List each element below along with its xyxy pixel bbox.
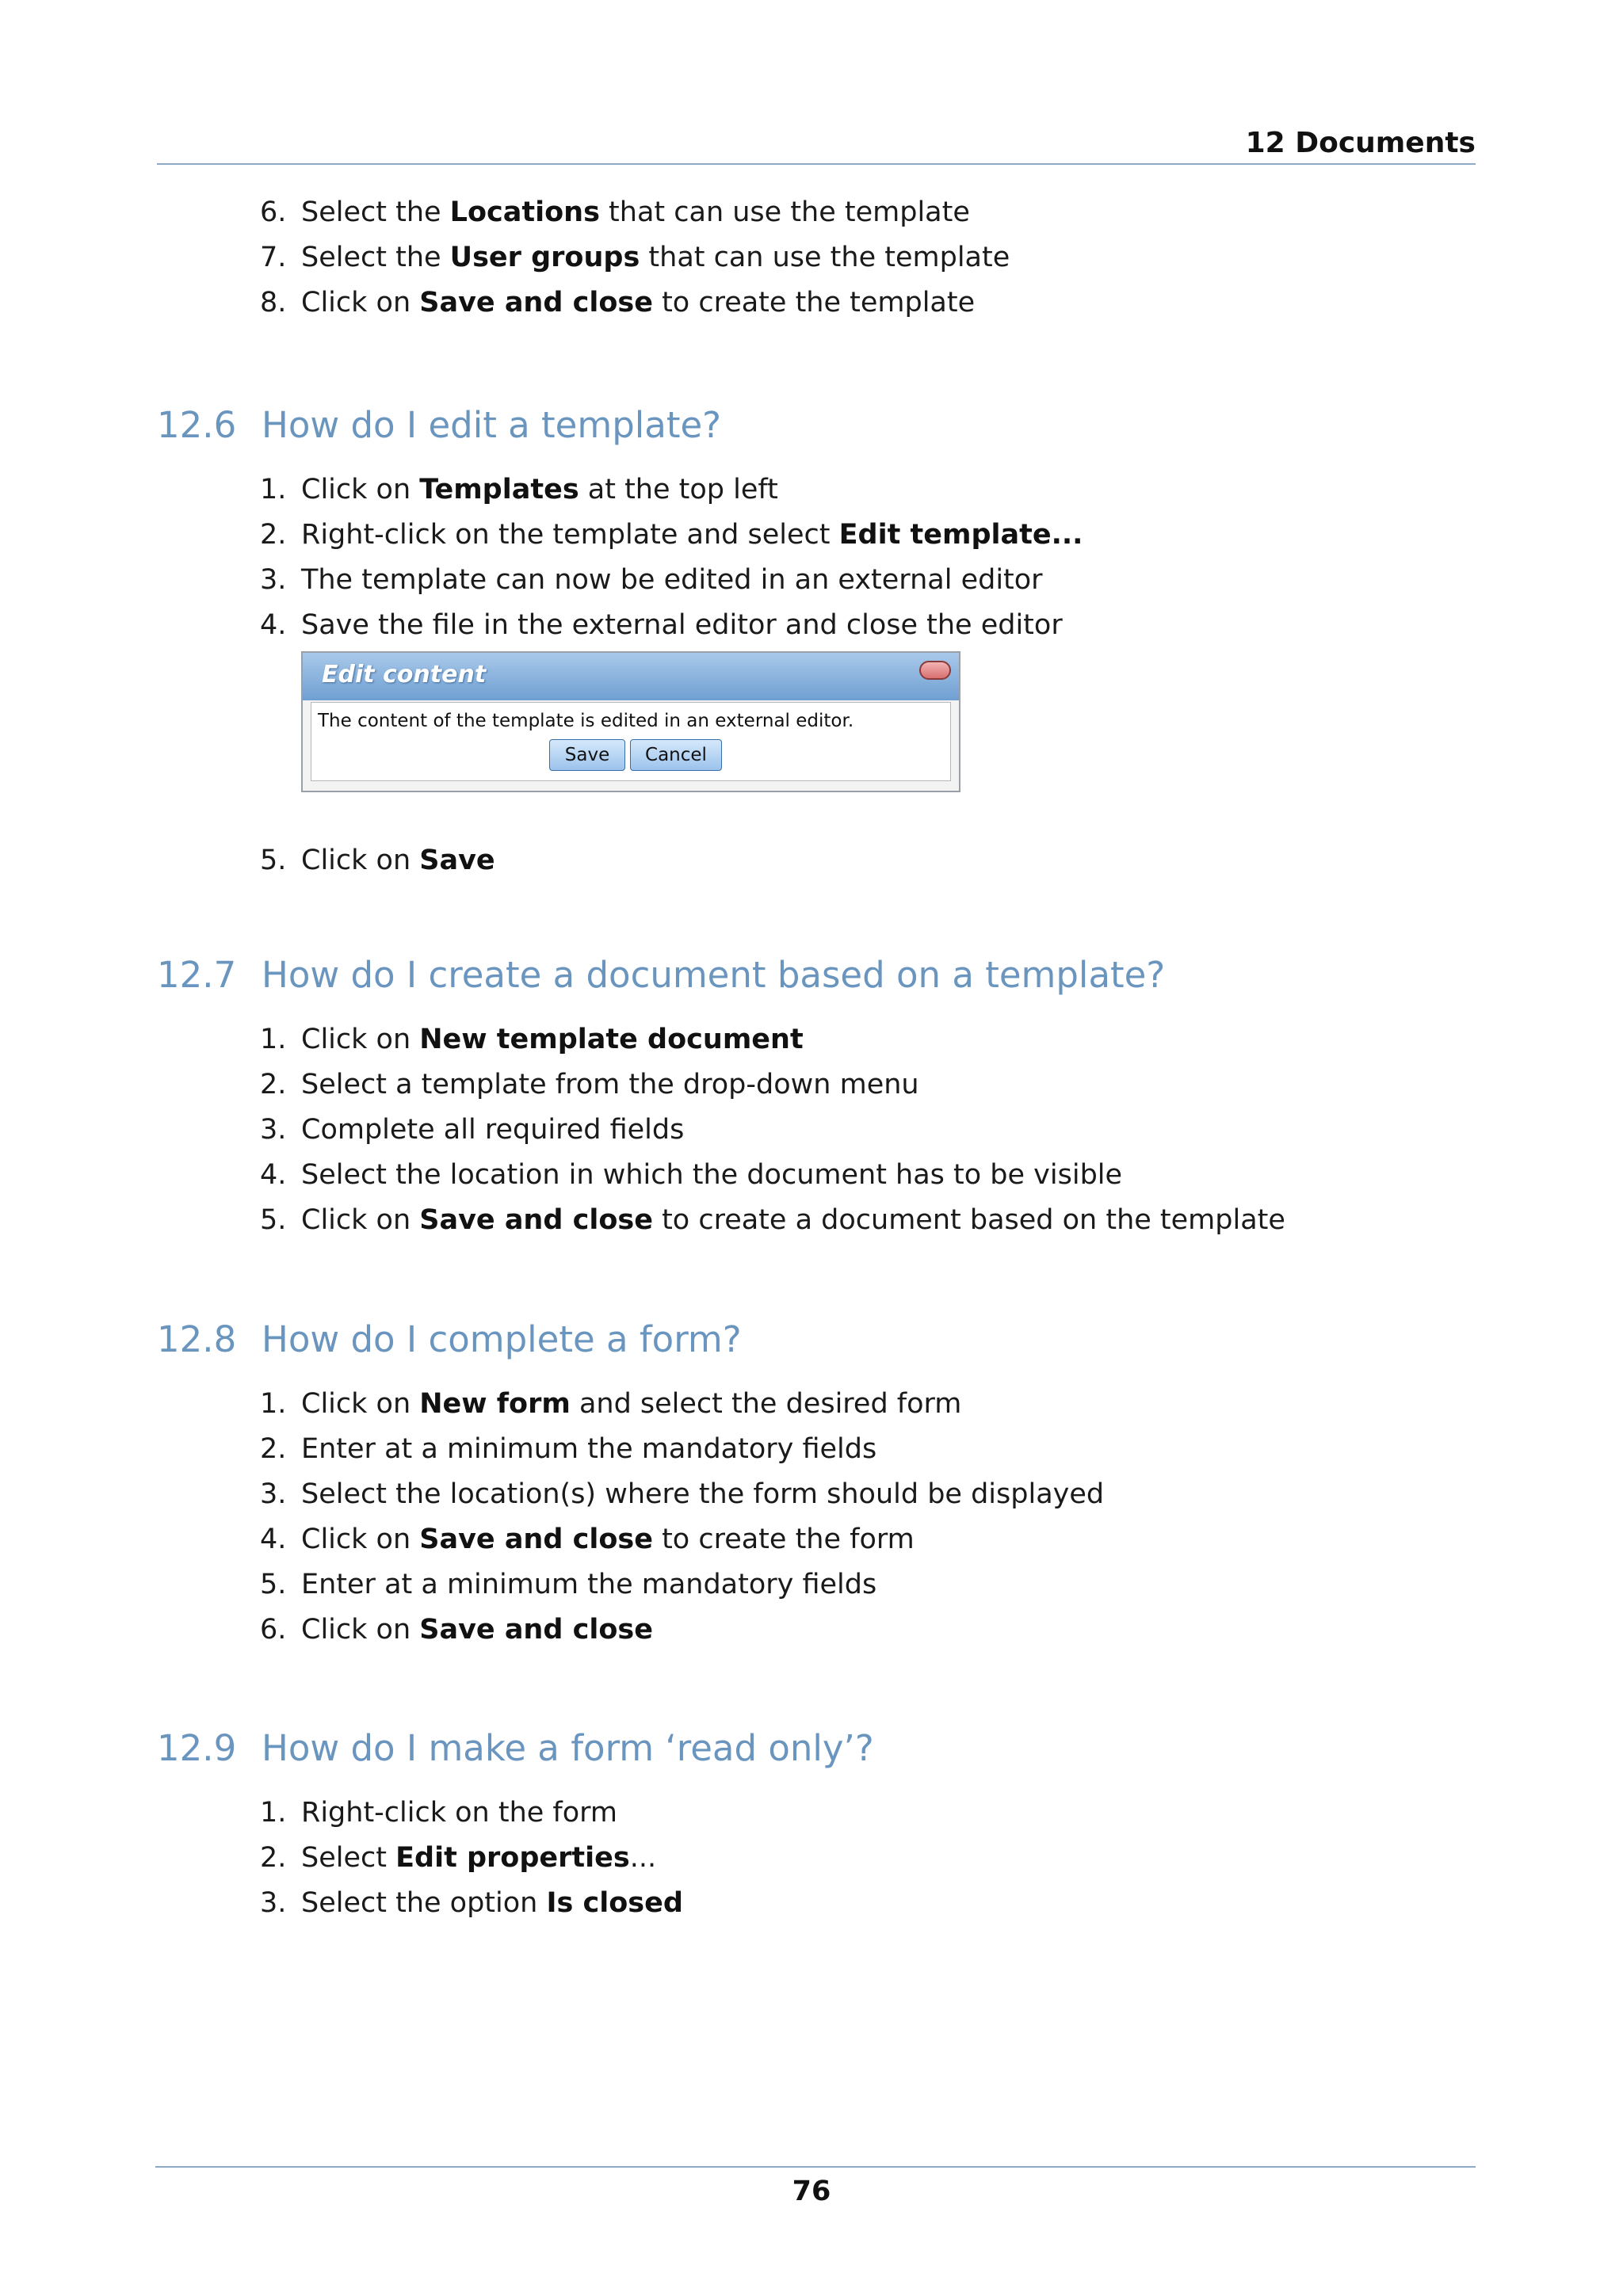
edit-template-steps-after <box>260 838 495 883</box>
step-number: 2. <box>260 1069 287 1100</box>
step-number: 1. <box>260 474 287 505</box>
step-emphasis: Save and close <box>419 1524 653 1555</box>
list-item <box>260 1198 1285 1243</box>
list-item <box>260 1017 1285 1062</box>
read-only-form-steps <box>260 1791 683 1926</box>
list-item <box>260 1881 683 1926</box>
step-number: 3. <box>260 1478 287 1510</box>
list-item <box>260 1108 1285 1153</box>
step-emphasis: User groups <box>449 242 640 273</box>
section-heading-12-9 <box>157 1727 874 1769</box>
step-text: Select <box>301 1842 396 1874</box>
step-emphasis: Save <box>419 845 495 876</box>
step-text: The template can now be edited in an external editor <box>301 564 1043 596</box>
save-button: Save <box>549 739 625 771</box>
section-heading-12-7 <box>157 954 1165 996</box>
step-number: 1. <box>260 1024 287 1055</box>
step-number: 2. <box>260 1842 287 1874</box>
cancel-button: Cancel <box>630 739 722 771</box>
step-emphasis: Save and close <box>419 1204 653 1236</box>
step-text: to create the form <box>652 1524 915 1555</box>
step-number: 5. <box>260 1569 287 1600</box>
step-emphasis: Edit properties <box>395 1842 630 1874</box>
step-text: Select the <box>301 196 450 228</box>
step-text: Click on <box>301 474 420 505</box>
step-text: Click on <box>301 1524 420 1555</box>
step-text: Select the location(s) where the form should be displayed <box>301 1478 1105 1510</box>
close-icon <box>919 661 951 680</box>
step-text: Select the location in which the document has to be visible <box>301 1159 1123 1191</box>
section-title: How do I edit a template? <box>262 404 722 446</box>
section-title: How do I create a document based on a template? <box>262 954 1166 996</box>
list-item <box>260 513 1083 558</box>
step-text: Click on <box>301 1614 420 1646</box>
list-item <box>260 280 1010 326</box>
list-item <box>260 1562 1104 1608</box>
step-text: to create the template <box>652 287 976 318</box>
step-emphasis: Locations <box>449 196 600 228</box>
step-text: ... <box>629 1842 657 1874</box>
list-item <box>260 190 1010 235</box>
step-number: 4. <box>260 1159 287 1191</box>
section-heading-12-6 <box>157 404 721 446</box>
section-heading-12-8 <box>157 1318 742 1360</box>
step-text: Complete all required fields <box>301 1114 685 1146</box>
step-text: that can use the template <box>599 196 970 228</box>
running-header: 12 Documents <box>1245 127 1476 159</box>
list-item <box>260 1153 1285 1198</box>
dialog-title: Edit content <box>322 661 487 688</box>
step-emphasis: Is closed <box>546 1887 683 1919</box>
list-item <box>260 838 495 883</box>
section-title: How do I make a form ‘read only’? <box>262 1727 874 1769</box>
list-item <box>260 1062 1285 1108</box>
edit-template-steps <box>260 467 1083 648</box>
step-text: at the top left <box>579 474 778 505</box>
step-number: 1. <box>260 1388 287 1420</box>
step-number: 7. <box>260 242 287 273</box>
step-emphasis: Save and close <box>419 1614 653 1646</box>
step-text: Click on <box>301 845 420 876</box>
step-emphasis: Save and close <box>419 287 653 318</box>
intro-step-list <box>260 190 1010 326</box>
step-emphasis: Templates <box>419 474 579 505</box>
step-text: Click on <box>301 287 420 318</box>
step-text: and select the desired form <box>570 1388 962 1420</box>
step-number: 3. <box>260 564 287 596</box>
step-text: Select a template from the drop-down menu <box>301 1069 919 1100</box>
step-text: Save the file in the external editor and close the editor <box>301 609 1063 641</box>
step-number: 2. <box>260 1433 287 1465</box>
list-item <box>260 1836 683 1881</box>
step-number: 6. <box>260 196 287 228</box>
step-text: Click on <box>301 1024 420 1055</box>
step-number: 4. <box>260 1524 287 1555</box>
step-number: 2. <box>260 519 287 551</box>
section-number: 12.7 <box>157 954 237 996</box>
step-text: that can use the template <box>640 242 1010 273</box>
header-rule <box>157 163 1476 165</box>
step-number: 4. <box>260 609 287 641</box>
step-number: 5. <box>260 1204 287 1236</box>
step-number: 6. <box>260 1614 287 1646</box>
dialog-message: The content of the template is edited in an external editor. <box>318 711 854 731</box>
step-number: 8. <box>260 287 287 318</box>
dialog-buttons <box>549 739 727 771</box>
step-text: Right-click on the template and select <box>301 519 839 551</box>
step-text: Enter at a minimum the mandatory fields <box>301 1569 877 1600</box>
list-item <box>260 1517 1104 1562</box>
step-text: Select the option <box>301 1887 547 1919</box>
footer-rule <box>155 2166 1476 2168</box>
step-text: Enter at a minimum the mandatory fields <box>301 1433 877 1465</box>
list-item <box>260 1382 1104 1427</box>
step-emphasis: New form <box>419 1388 571 1420</box>
step-text: Click on <box>301 1388 420 1420</box>
list-item <box>260 558 1083 603</box>
step-text: Right-click on the form <box>301 1797 618 1829</box>
step-number: 5. <box>260 845 287 876</box>
list-item <box>260 603 1083 648</box>
page-number: 76 <box>792 2176 831 2207</box>
list-item <box>260 235 1010 280</box>
list-item <box>260 1608 1104 1653</box>
section-number: 12.8 <box>157 1318 237 1360</box>
list-item <box>260 1472 1104 1517</box>
step-number: 3. <box>260 1887 287 1919</box>
dialog-body <box>311 702 951 781</box>
create-document-steps <box>260 1017 1285 1243</box>
dialog-titlebar <box>303 653 959 700</box>
complete-form-steps <box>260 1382 1104 1653</box>
list-item <box>260 1427 1104 1472</box>
section-title: How do I complete a form? <box>262 1318 742 1360</box>
list-item <box>260 467 1083 513</box>
step-emphasis: Edit template... <box>838 519 1083 551</box>
step-text: Click on <box>301 1204 420 1236</box>
step-number: 1. <box>260 1797 287 1829</box>
step-number: 3. <box>260 1114 287 1146</box>
section-number: 12.9 <box>157 1727 237 1769</box>
section-number: 12.6 <box>157 404 237 446</box>
step-emphasis: New template document <box>419 1024 804 1055</box>
step-text: Select the <box>301 242 450 273</box>
edit-content-dialog <box>301 651 960 792</box>
step-text: to create a document based on the template <box>652 1204 1285 1236</box>
list-item <box>260 1791 683 1836</box>
